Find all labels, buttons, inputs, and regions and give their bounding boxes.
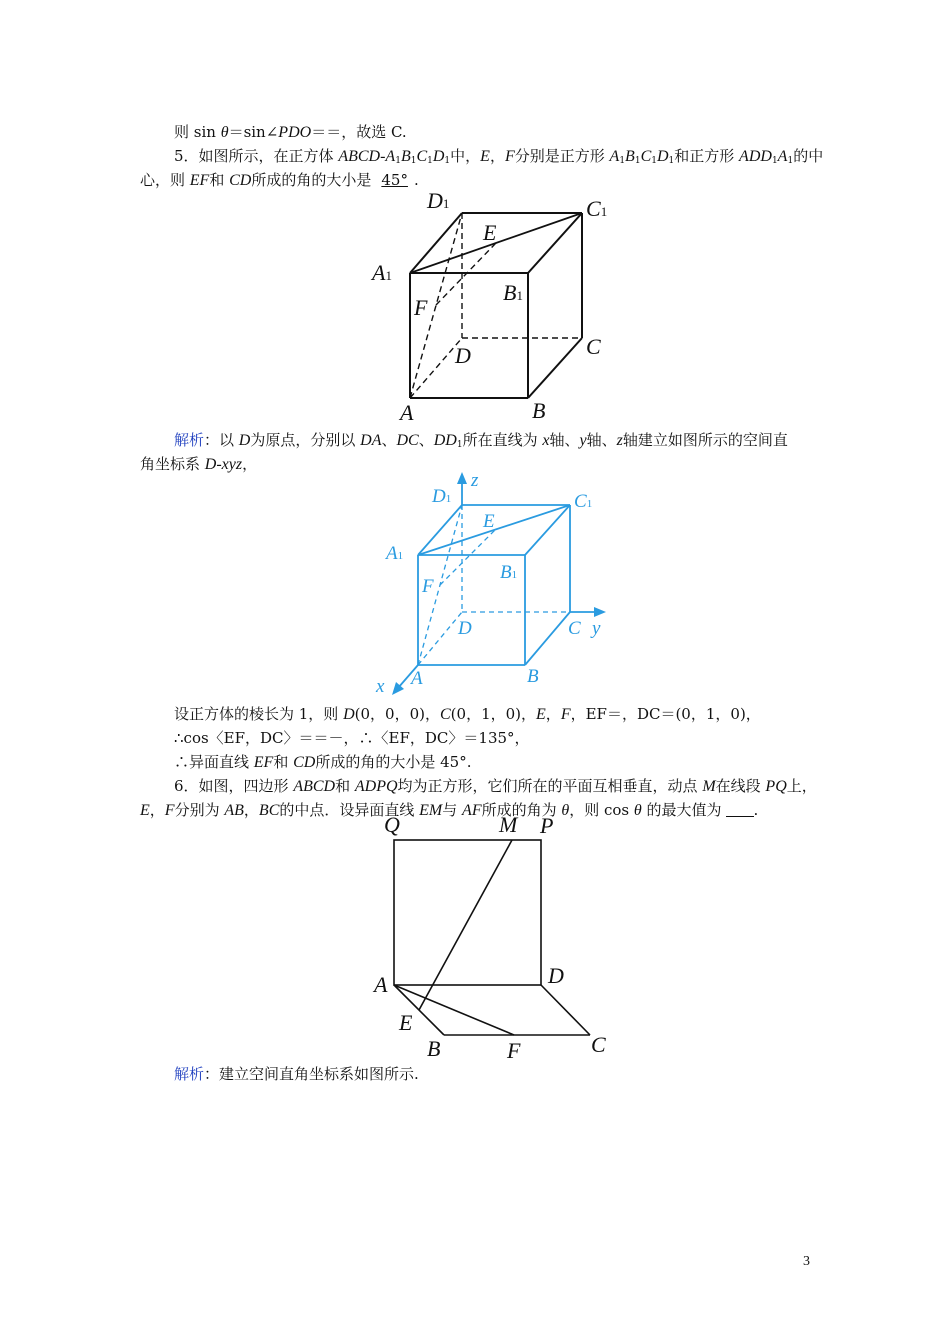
- label-z: z: [471, 470, 479, 491]
- label-f: F: [422, 576, 434, 597]
- label-q: Q: [384, 812, 400, 837]
- label-d: D: [458, 618, 472, 639]
- answer-blank-6: [726, 802, 754, 817]
- label-d: D: [548, 963, 564, 988]
- figure-cube: [370, 190, 620, 425]
- label-c: C: [586, 334, 601, 359]
- question-6-line-2: E，F分别为 AB，BC的中点．设异面直线 EM与 AF所成的角为 θ，则 cos θ 的最大值为 .: [140, 801, 759, 819]
- step-3: ∴异面直线 EF和 CD所成的角的大小是 45°.: [174, 753, 472, 771]
- solution-5-line-2: 角坐标系 D-xyz，: [140, 455, 258, 473]
- figure-cube-coordinates: [372, 470, 612, 698]
- label-b: B: [427, 1036, 441, 1061]
- z-axis-arrow: [457, 472, 467, 484]
- label-d1: D1: [427, 190, 450, 213]
- square-adpq: [394, 840, 541, 985]
- edge-bc: [525, 612, 570, 665]
- label-b1: B1: [500, 562, 518, 583]
- label-c: C: [591, 1032, 606, 1057]
- label-f: F: [507, 1038, 521, 1062]
- label-c1: C1: [586, 196, 608, 221]
- page-number: 3: [803, 1254, 810, 1269]
- analysis-label: 解析: [174, 431, 205, 449]
- label-m: M: [499, 812, 518, 837]
- label-p: P: [540, 813, 554, 838]
- label-f: F: [414, 295, 428, 320]
- label-c1: C1: [574, 491, 593, 512]
- answer-5: 45°: [381, 171, 408, 189]
- label-a1: A1: [372, 260, 392, 285]
- label-a1: A1: [386, 543, 404, 564]
- question-5-line-1: 5．如图所示，在正方体 ABCD-$A_1B_1C_1D_1$中，E，F分别是正方形 $A_1B_1C_1D_1$和正方形 $ADD_1A_1$的中: [174, 147, 824, 166]
- step-1: 设正方体的棱长为 1，则 D(0，0，0)，C(0，1，0)，E，F，EF＝，DC＝(0，1，0)，: [174, 705, 761, 723]
- label-e: E: [483, 220, 497, 245]
- question-6-line-1: 6．如图，四边形 ABCD和 ADPQ均为正方形，它们所在的平面互相垂直，动点 M在线段 PQ上，: [174, 777, 817, 795]
- y-axis-arrow: [594, 607, 606, 617]
- solution-6-line-1: 解析：建立空间直角坐标系如图所示.: [174, 1065, 419, 1083]
- label-a: A: [400, 400, 414, 425]
- edge-ad-hidden: [418, 612, 462, 665]
- question-5-line-2: 心，则 EF和 CD所成的角的大小是 45° .: [140, 171, 419, 189]
- edge-dc: [541, 985, 590, 1035]
- label-d1: D1: [432, 486, 452, 507]
- figure-perpendicular-squares: [370, 812, 615, 1062]
- solution-line-1: 则 sin θ＝sin∠PDO＝＝，故选 C.: [174, 123, 407, 141]
- analysis-label: 解析: [174, 1065, 205, 1083]
- label-y: y: [592, 618, 601, 639]
- edge-bc: [528, 338, 582, 398]
- label-a: A: [411, 668, 423, 689]
- label-e: E: [483, 511, 495, 532]
- label-c: C: [568, 618, 581, 639]
- label-x: x: [376, 676, 385, 697]
- label-b: B: [532, 398, 546, 423]
- label-b1: B1: [503, 280, 523, 305]
- label-e: E: [399, 1010, 413, 1035]
- step-2: ∴cos〈EF，DC〉＝＝－，∴〈EF，DC〉＝135°，: [174, 729, 530, 747]
- label-d: D: [455, 343, 471, 368]
- label-b: B: [527, 666, 539, 687]
- solution-5-line-1: 解析：以 D为原点，分别以 DA、DC、$DD_1$所在直线为 x轴、y轴、z轴建立如图所示的空间直: [174, 431, 788, 450]
- label-a: A: [374, 972, 388, 997]
